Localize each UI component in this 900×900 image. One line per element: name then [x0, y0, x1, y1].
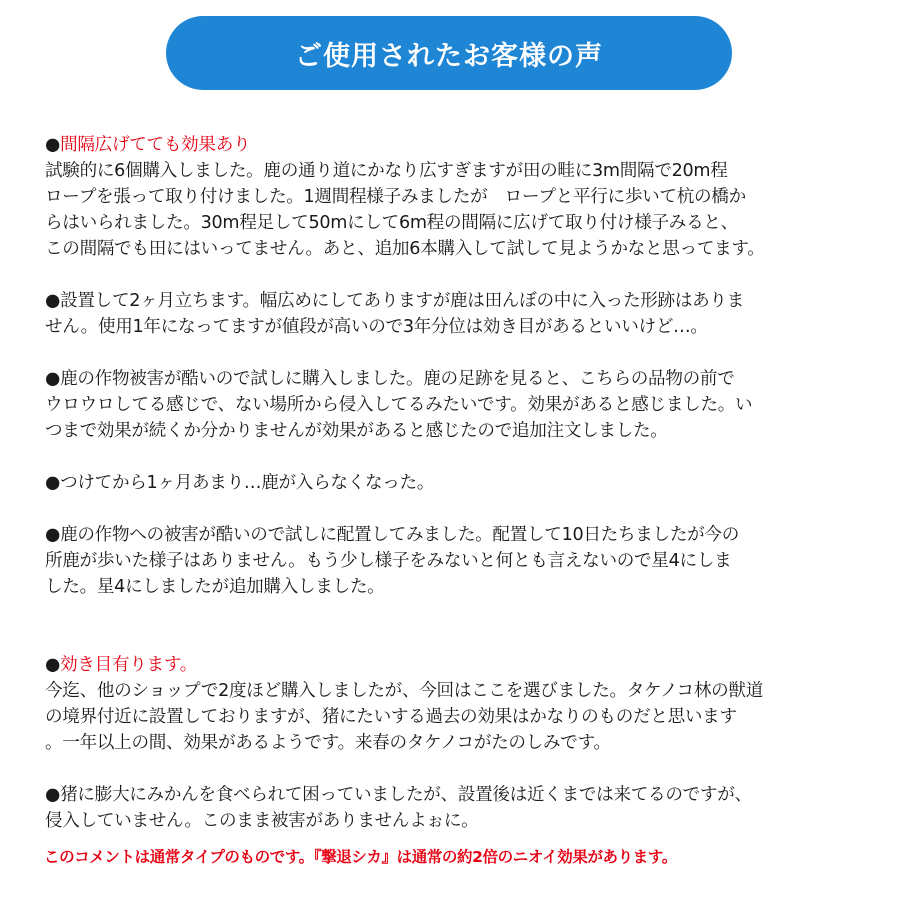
- bullet-icon: ●: [45, 525, 61, 545]
- review-body: 設置して2ヶ月立ちます。幅広めにしてありますが鹿は田んぼの中に入った形跡はありま せん。使用1年になってますが値段が高いので3年分位は効き目があるといいけど…。: [45, 291, 745, 337]
- bullet-icon: ●: [45, 655, 61, 675]
- review-body: 鹿の作物への被害が酷いので試しに配置してみました。配置して10日たちましたが今の 所鹿が歩いた様子はありません。もう少し様子をみないと何とも言えないので星4にしま した。星4にしましたが追加購入しました。: [45, 525, 740, 597]
- review-list: [45, 106, 870, 860]
- review-item: [45, 522, 870, 600]
- review-body: 今迄、他のショップで2度ほど購入しましたが、今回はここを選びました。タケノコ林の獣道 の境界付近に設置しておりますが、猪にたいする過去の効果はかなりのものだと思います 。一年以上の間、効果があるようです。来春のタケノコがたのしみです。: [45, 681, 764, 753]
- bullet-icon: ●: [45, 473, 61, 493]
- bullet-icon: ●: [45, 369, 61, 389]
- review-item: [45, 782, 870, 834]
- page-title-banner: [166, 16, 732, 90]
- page-title: ご使用されたお客様の声: [295, 40, 603, 72]
- review-body: 試験的に6個購入しました。鹿の通り道にかなり広すぎますが田の畦に3m間隔で20m程 ロープを張って取り付けました。1週間程様子みましたが ロープと平行に歩いて杭の橋か らはいられました。30m程足して50mにして6m程の間隔に広げて取り付け様子みると、 この間隔でも田にはいってません。あと、追加6本購入して試して見ようかなと思ってます。: [45, 161, 765, 259]
- review-heading: ●間隔広げてても効果あり: [45, 135, 251, 155]
- review-item: [45, 470, 870, 496]
- review-item: [45, 288, 870, 340]
- bullet-icon: ●: [45, 135, 61, 155]
- review-body: つけてから1ヶ月あまり…鹿が入らなくなった。: [60, 473, 435, 493]
- review-heading: ●効き目有ります。: [45, 655, 198, 675]
- review-body: 猪に膨大にみかんを食べられて困っていましたが、設置後は近くまでは来てるのですが、 侵入していません。このまま被害がありませんよぉに。: [45, 785, 752, 831]
- review-item: [45, 106, 870, 262]
- review-item: [45, 626, 870, 756]
- footer-note: このコメントは通常タイプのものです。『撃退シカ』は通常の約2倍のニオイ効果があります。: [44, 848, 677, 866]
- bullet-icon: ●: [45, 785, 61, 805]
- review-body: 鹿の作物被害が酷いので試しに購入しました。鹿の足跡を見ると、こちらの品物の前で ウロウロしてる感じで、ない場所から侵入してるみたいです。効果があると感じました。い つまで効果が続くか分かりませんが効果があると感じたので追加注文しました。: [45, 369, 753, 441]
- review-item: [45, 366, 870, 444]
- bullet-icon: ●: [45, 291, 61, 311]
